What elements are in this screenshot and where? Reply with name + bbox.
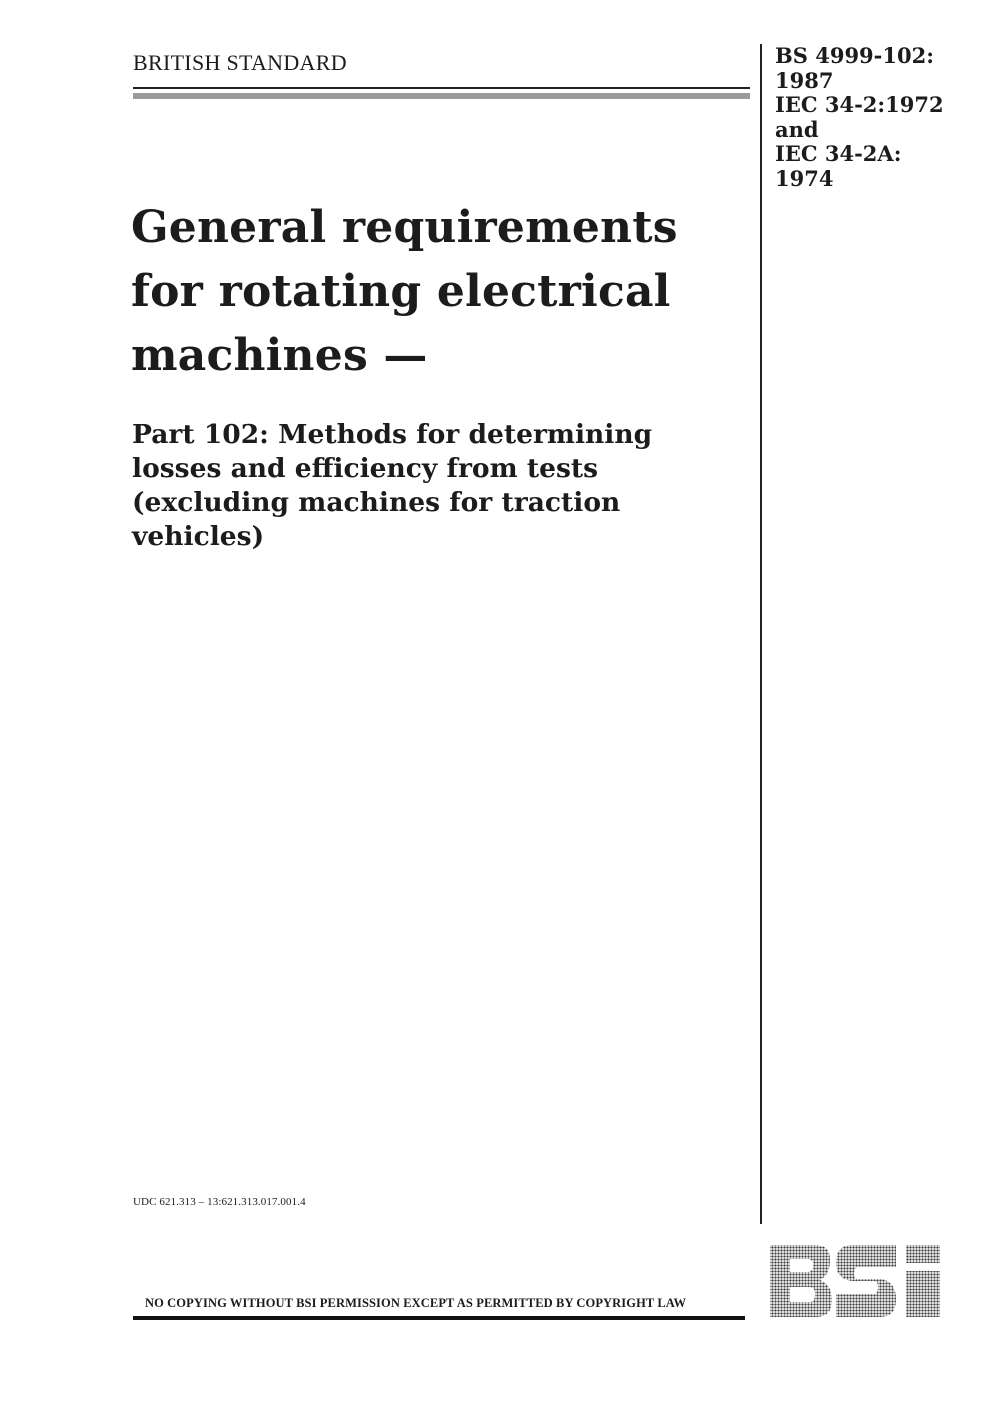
- copyright-notice: NO COPYING WITHOUT BSI PERMISSION EXCEPT AS PERMITTED BY COPYRIGHT LAW: [145, 1296, 687, 1310]
- document-subtitle: [132, 418, 752, 554]
- subtitle-line: vehicles): [132, 521, 265, 552]
- series-label: BRITISH STANDARD: [133, 50, 347, 75]
- footer-rule: [133, 1316, 745, 1320]
- header-rule: [133, 87, 750, 89]
- subtitle-line: (excluding machines for traction: [132, 487, 621, 518]
- title-line: General requirements: [131, 202, 678, 253]
- standard-id-line: and: [775, 116, 819, 142]
- document-title: [131, 196, 751, 388]
- header-grey-bar: [133, 93, 750, 99]
- standard-id-line: BS 4999-102:: [775, 43, 934, 68]
- standard-id-line: IEC 34-2A:: [775, 141, 902, 166]
- standard-id-line: 1987: [775, 67, 834, 93]
- title-line: machines —: [131, 330, 428, 381]
- subtitle-line: losses and efficiency from tests: [132, 453, 599, 484]
- standard-id-line: 1974: [775, 165, 834, 191]
- standard-id-line: IEC 34-2:1972: [775, 92, 944, 117]
- udc-code: UDC 621.313 – 13:621.313.017.001.4: [133, 1196, 306, 1208]
- column-divider: [760, 44, 762, 1224]
- title-line: for rotating electrical: [131, 266, 671, 317]
- standard-identifiers: [775, 44, 985, 191]
- subtitle-line: Part 102: Methods for determining: [132, 419, 653, 450]
- bsi-logo: [768, 1243, 944, 1319]
